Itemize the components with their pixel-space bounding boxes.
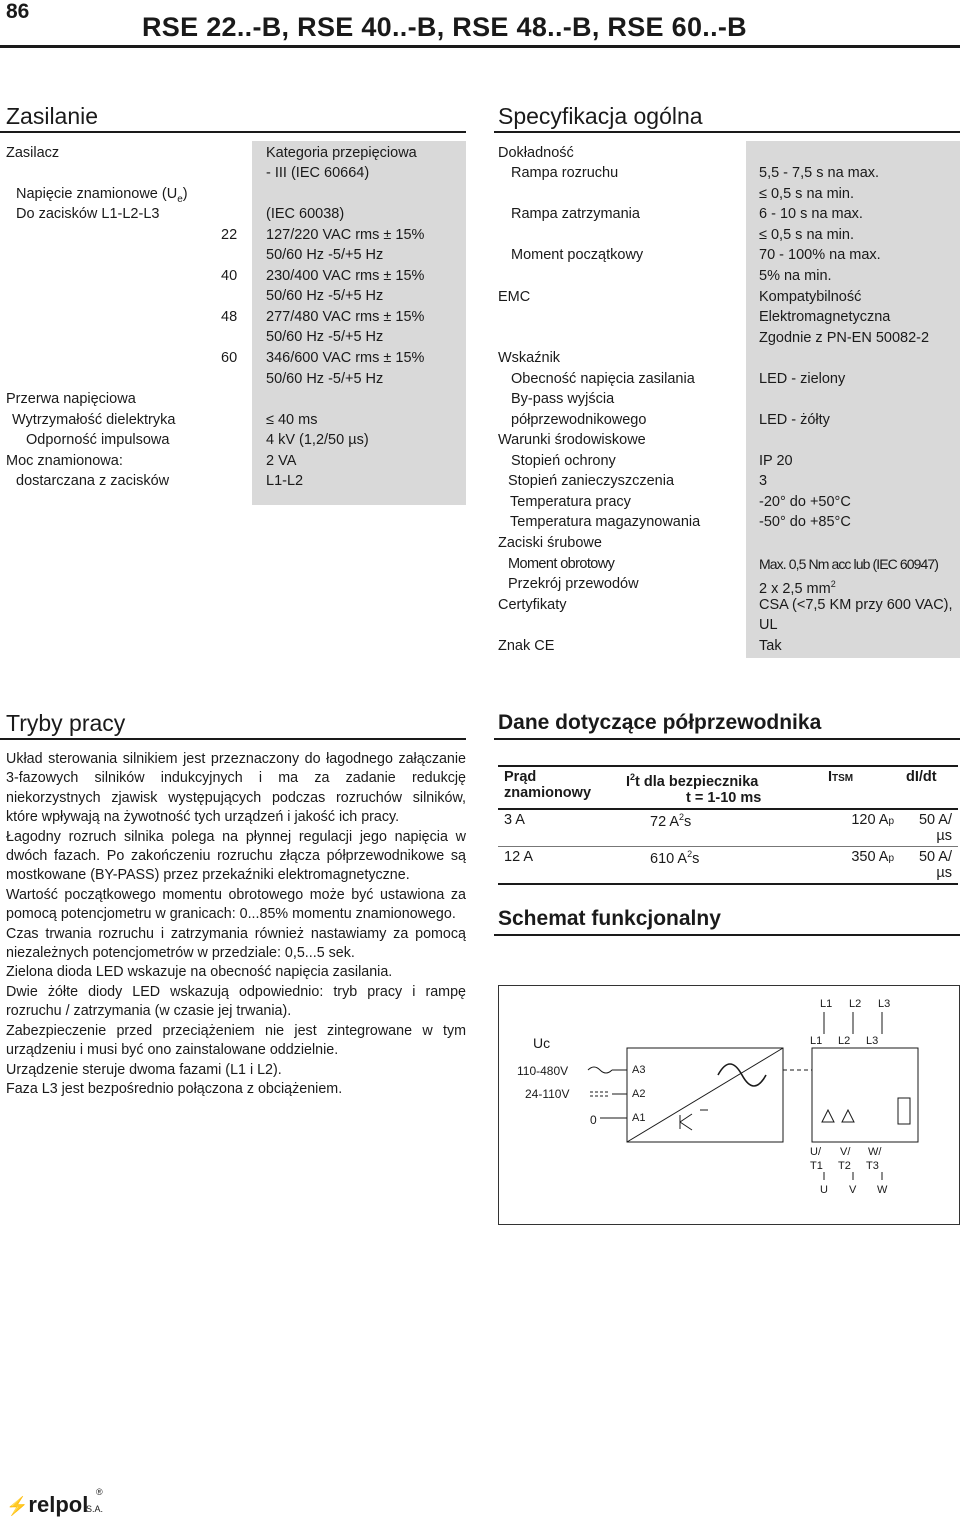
u-t1-label: U/ (810, 1146, 821, 1158)
header-itsm: ITSM (828, 769, 854, 785)
paragraph: Wartość początkowego momentu obrotowego może być ustawiona za pomocą potencjometru w granicach: 0...85% momentu znamionowego. (6, 886, 466, 923)
spec-label: Warunki środowiskowe (498, 432, 646, 448)
spec-label: Do zacisków L1-L2-L3 (16, 206, 160, 222)
varistor-icon (898, 1098, 910, 1124)
spec-label: Zaciski śrubowe (498, 535, 602, 551)
spec-label: Moment początkowy (511, 247, 644, 263)
zero-label: 0 (590, 1113, 597, 1127)
t1-label: T1 (810, 1160, 823, 1172)
section-title-tryby: Tryby pracy (6, 710, 126, 736)
spec-value: 50/60 Hz -5/+5 Hz (266, 247, 384, 263)
spec-label: Dokładność (498, 145, 574, 161)
paragraph: Urządzenie steruje dwoma fazami (L1 i L2). (6, 1061, 282, 1078)
spec-value: -20° do +50°C (759, 494, 851, 510)
spec-value: 70 - 100% na max. (759, 247, 881, 263)
page-title: RSE 22..-B, RSE 40..-B, RSE 48..-B, RSE 60..-B (142, 12, 747, 42)
spec-value: Elektromagnetyczna (759, 309, 891, 325)
voltage-code: 22 (221, 227, 238, 243)
spec-value: 2 VA (266, 453, 297, 469)
spec-value: IP 20 (759, 453, 793, 469)
t2-label: T2 (838, 1160, 851, 1172)
spec-value: 50/60 Hz -5/+5 Hz (266, 329, 384, 345)
spec-value: -50° do +85°C (759, 514, 851, 530)
paragraph: Dwie żółte diody LED wskazują odpowiednio: tryb pracy i rampę rozruchu / zatrzymania (w czasie jej trwania). (6, 983, 466, 1020)
spec-value: ≤ 0,5 s na min. (759, 186, 855, 202)
spec-label: Wytrzymałość dielektryka (12, 412, 176, 428)
spec-value: Kompatybilność (759, 289, 862, 305)
spec-value: 50/60 Hz -5/+5 Hz (266, 371, 384, 387)
spec-value: Max. 0,5 Nm acc lub (IEC 60947) (759, 556, 939, 572)
spec-label: Znak CE (498, 638, 555, 654)
header-i2t: $I^2t$ dla bezpiecznika t = 1-10 ms (626, 772, 762, 806)
logo-suffix: S.A. (86, 1504, 104, 1514)
spec-label: Moment obrotowy (508, 556, 615, 572)
cell: 120 Ap (822, 809, 900, 847)
spec-value: UL (759, 617, 778, 633)
spec-label: Przekrój przewodów (508, 576, 639, 592)
cell: 12 A (498, 846, 620, 884)
spec-value: - III (IEC 60664) (266, 165, 370, 181)
v-label: V (849, 1184, 857, 1196)
spec-value: 346/600 VAC rms ± 15% (266, 350, 425, 366)
spec-value: 2 x 2,5 $mm^2$ (759, 579, 836, 597)
spec-value: 230/400 VAC rms ± 15% (266, 268, 425, 284)
spec-value: 127/220 VAC rms ± 15% (266, 227, 425, 243)
spec-value: 5% na min. (759, 268, 832, 284)
spec-value: LED - zielony (759, 371, 846, 387)
l3-label: L3 (866, 1035, 879, 1047)
w-t3-label: W/ (868, 1146, 882, 1158)
t3-label: T3 (866, 1160, 879, 1172)
cell: 3 A (498, 809, 620, 847)
paragraph: Faza L3 jest bezpośrednio połączona z obciążeniem. (6, 1080, 343, 1097)
spec-value: 50/60 Hz -5/+5 Hz (266, 288, 384, 304)
voltage-ac-label: 110-480V (517, 1064, 569, 1078)
w-label: W (877, 1184, 888, 1196)
spec-value: Zgodnie z PN-EN 50082-2 (759, 330, 930, 346)
cell: 610 $A^2s$ (620, 846, 822, 884)
spec-value: 5,5 - 7,5 s na max. (759, 165, 880, 181)
paragraph: Łagodny rozruch silnika polega na płynnej regulacji jego napięcia w dwóch fazach. Po zakończeniu rozruchu złącza półprzewodnikowe są mostkowane (BY-PASS) przez przekaźniki elektromagnetyczne. (6, 828, 466, 884)
spec-value: 277/480 VAC rms ± 15% (266, 309, 425, 325)
spec-label: półprzewodnikowego (511, 412, 647, 428)
spec-value: Kategoria przepięciowa (266, 145, 417, 161)
registered-mark: ® (96, 1487, 103, 1497)
cell: 350 Ap (822, 846, 900, 884)
cell: 50 A/µs (900, 846, 958, 884)
dc-symbol (590, 1092, 608, 1096)
l1-top-label: L1 (820, 998, 833, 1010)
l2-top-label: L2 (849, 998, 862, 1010)
header-didt: dI/dt (906, 769, 937, 785)
a1-label: A1 (632, 1112, 646, 1124)
l3-top-label: L3 (878, 998, 891, 1010)
voltage-code: 48 (221, 309, 238, 325)
spec-label: dostarczana z zacisków (16, 473, 170, 489)
voltage-code: 40 (221, 268, 238, 284)
spec-label: Stopień ochrony (511, 453, 616, 469)
a3-label: A3 (632, 1064, 646, 1076)
spec-label: Temperatura magazynowania (510, 514, 701, 530)
cell: 50 A/µs (900, 809, 958, 847)
u-label: U (820, 1184, 828, 1196)
spec-value: 4 kV (1,2/50 µs) (266, 432, 369, 448)
voltage-code: 60 (221, 350, 238, 366)
v-t2-label: V/ (840, 1146, 851, 1158)
power-block (812, 1048, 918, 1142)
spec-label: Obecność napięcia zasilania (511, 371, 695, 387)
spec-label: Certyfikaty (498, 597, 567, 613)
spec-label: Moc znamionowa: (6, 453, 123, 469)
voltage-dc-label: 24-110V (525, 1087, 570, 1101)
section-title-spec: Specyfikacja ogólna (498, 103, 703, 129)
transistor-icon (680, 1110, 708, 1130)
a2-label: A2 (632, 1088, 646, 1100)
spec-value: ≤ 40 ms (266, 412, 318, 428)
paragraph: Zielona dioda LED wskazuje na obecność napięcia zasilania. (6, 964, 393, 981)
spec-value: 6 - 10 s na max. (759, 206, 863, 222)
spec-label: Wskaźnik (498, 350, 561, 366)
spec-value: CSA (<7,5 KM przy 600 VAC), (759, 597, 953, 613)
spec-label: Przerwa napięciowa (6, 391, 136, 407)
paragraph: Czas trwania rozruchu i zatrzymania również nastawiamy za pomocą niezależnych potencjometrów w przedziale: 0,5...5 sek. (6, 925, 466, 962)
spec-label: Temperatura pracy (510, 494, 631, 510)
spec-value: ≤ 0,5 s na min. (759, 227, 855, 243)
l2-label: L2 (838, 1035, 851, 1047)
l1-label: L1 (810, 1035, 823, 1047)
spec-value: LED - żółty (759, 412, 830, 428)
paragraph: Układ sterowania silnikiem jest przeznaczony do łagodnego załączanie 3-fazowych silników indukcyjnych i ma za zadanie redukcję niekorzystnych zjawisk występujących podczas rozruchów silników, które wpływają na żywotność tych urządzeń i jakość ich pracy. (6, 751, 466, 826)
section-title-zasilanie: Zasilanie (6, 103, 99, 129)
spec-label: EMC (498, 289, 531, 305)
ac-symbol (588, 1067, 612, 1073)
spec-label: Rampa zatrzymania (511, 206, 640, 222)
spec-label: Rampa rozruchu (511, 165, 619, 181)
spec-label: Odporność impulsowa (26, 432, 170, 448)
spec-value: (IEC 60038) (266, 206, 345, 222)
section-title-schemat: Schemat funkcjonalny (498, 907, 721, 930)
thyristor-icon (822, 1110, 854, 1122)
spec-label: Napięcie znamionowe $(U_e)$ (16, 186, 188, 205)
relpol-logo: ⚡relpol (6, 1492, 89, 1517)
uc-label: Uc (533, 1035, 551, 1051)
spec-value: 3 (759, 473, 768, 489)
spec-value: L1-L2 (266, 473, 304, 489)
spec-label: Stopień zanieczyszczenia (508, 473, 675, 489)
block-diagonal (627, 1048, 783, 1142)
section-title-semi: Dane dotyczące półprzewodnika (498, 711, 822, 734)
header-current: Prąd znamionowy (504, 769, 592, 801)
page-number: 86 (6, 0, 30, 23)
cell: 72 $A^2s$ (620, 809, 822, 847)
paragraph: Zabezpieczenie przed przeciążeniem nie jest zintegrowane w tym urządzeniu i musi być ono zainstalowane oddzielnie. (6, 1022, 466, 1059)
spec-value: Tak (759, 638, 782, 654)
spec-label: Zasilacz (6, 145, 60, 161)
spec-label: By-pass wyjścia (511, 391, 615, 407)
